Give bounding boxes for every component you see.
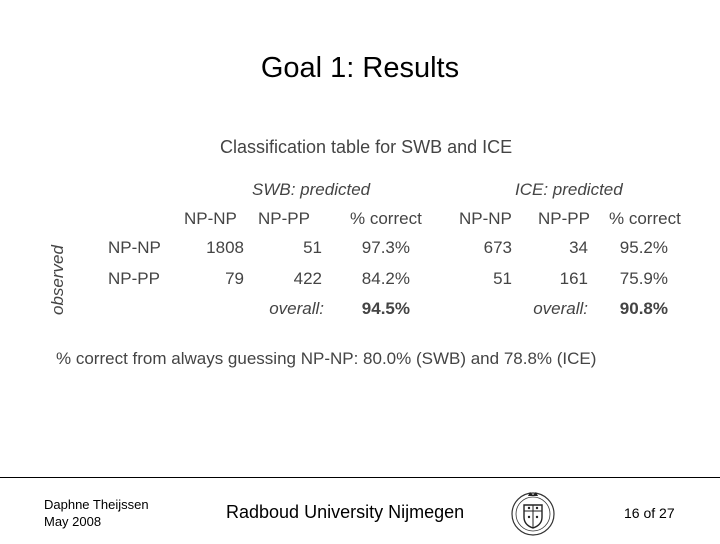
university-seal-icon xyxy=(509,487,557,539)
table-cell: 673 xyxy=(483,238,512,257)
group-label-swb: SWB: predicted xyxy=(252,180,371,199)
column-header: NP-PP xyxy=(258,209,310,228)
table-cell: 75.9% xyxy=(619,269,668,288)
observed-axis-label: observed xyxy=(48,245,67,315)
column-header: NP-NP xyxy=(184,209,237,228)
row-label: NP-PP xyxy=(108,269,160,288)
overall-value: 90.8% xyxy=(619,299,668,318)
column-header: % correct xyxy=(350,209,422,228)
table-cell: 51 xyxy=(303,238,322,257)
column-header: % correct xyxy=(609,209,681,228)
table-caption: Classification table for SWB and ICE xyxy=(220,137,513,157)
table-cell: 422 xyxy=(293,269,322,288)
overall-label: overall: xyxy=(269,299,324,318)
table-cell: 79 xyxy=(225,269,244,288)
row-label: NP-NP xyxy=(108,238,161,257)
table-cell: 161 xyxy=(559,269,588,288)
footer-author-date xyxy=(44,496,149,530)
baseline-note: % correct from always guessing NP-NP: 80.0% (SWB) and 78.8% (ICE) xyxy=(56,349,597,368)
table-cell: 97.3% xyxy=(361,238,410,257)
footer-author: Daphne Theijssen xyxy=(44,497,149,512)
table-cell: 34 xyxy=(569,238,588,257)
table-cell: 51 xyxy=(493,269,512,288)
overall-value: 94.5% xyxy=(361,299,410,318)
overall-label: overall: xyxy=(533,299,588,318)
table-cell: 95.2% xyxy=(619,238,668,257)
column-header: NP-NP xyxy=(459,209,512,228)
footer-date: May 2008 xyxy=(44,514,102,529)
table-cell: 1808 xyxy=(206,238,244,257)
slide-title: Goal 1: Results xyxy=(260,52,460,84)
footer-rule xyxy=(0,477,720,478)
footer-university: Radboud University Nijmegen xyxy=(226,502,465,522)
group-label-ice: ICE: predicted xyxy=(515,180,623,199)
column-header: NP-PP xyxy=(538,209,590,228)
table-cell: 84.2% xyxy=(361,269,410,288)
page-number: 16 of 27 xyxy=(624,505,675,521)
